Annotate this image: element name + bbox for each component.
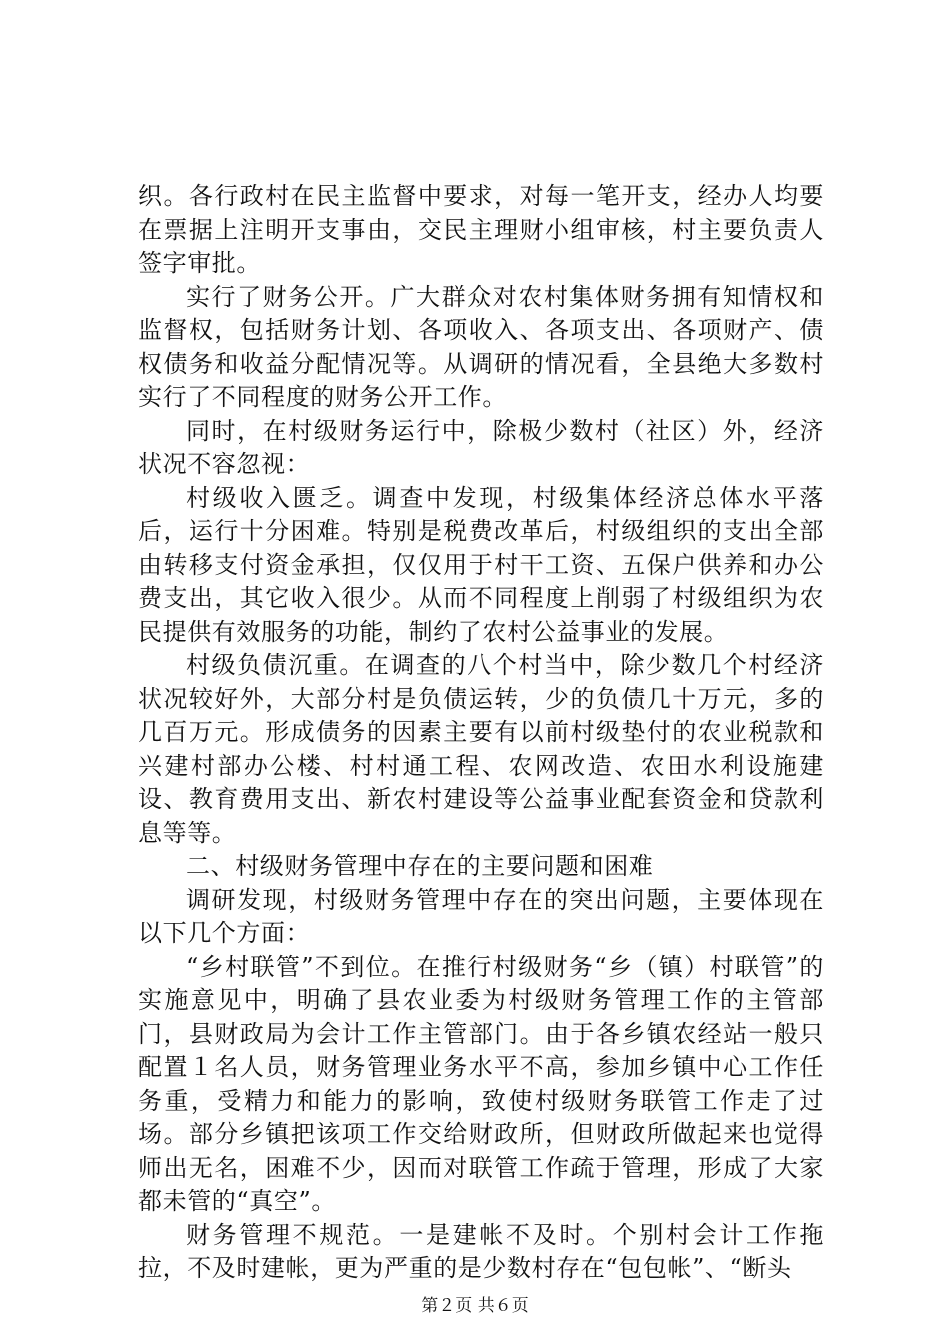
paragraph-continuation: 织。各行政村在民主监督中要求，对每一笔开支，经办人均要在票据上注明开支事由，交民主理财小组审核，村主要负责人签字审批。 xyxy=(138,182,824,277)
paragraph-financial-disclosure: 实行了财务公开。广大群众对农村集体财务拥有知情权和监督权，包括财务计划、各项收入、各项支出、各项财产、债权债务和收益分配情况等。从调研的情况看，全县绝大多数村实行了不同程度的财务公开工作。 xyxy=(138,282,824,411)
paragraph-research-findings: 调研发现，村级财务管理中存在的突出问题，主要体现在以下几个方面： xyxy=(138,885,824,947)
paragraph-heavy-debt: 村级负债沉重。在调查的八个村当中，除少数几个村经济状况较好外，大部分村是负债运转，少的负债几十万元，多的几百万元。形成债务的因素主要有以前村级垫付的农业税款和兴建村部办公楼、村村通工程、农网改造、农田水利设施建设、教育费用支出、新农村建设等公益事业配套资金和贷款利息等等。 xyxy=(138,651,824,847)
paragraph-irregular-management: 财务管理不规范。一是建帐不及时。个别村会计工作拖拉，不及时建帐，更为严重的是少数村存在“包包帐”、“断头 xyxy=(138,1220,824,1282)
page-number-footer: 第２页 共６页 xyxy=(421,1296,529,1316)
section-heading: 二、村级财务管理中存在的主要问题和困难 xyxy=(186,852,654,880)
paragraph-economic-situation: 同时，在村级财务运行中，除极少数村（社区）外，经济状况不容忽视： xyxy=(138,416,824,478)
document-body xyxy=(138,180,824,1286)
paragraph-joint-management: “乡村联管”不到位。在推行村级财务“乡（镇）村联管”的实施意见中，明确了县农业委为村级财务管理工作的主管部门，县财政局为会计工作主管部门。由于各乡镇农经站一般只配置１名人员，财务管理业务水平不高，参加乡镇中心工作任务重，受精力和能力的影响，致使村级财务联管工作走了过场。部分乡镇把该项工作交给财政所，但财政所做起来也觉得师出无名，困难不少，因而对联管工作疏于管理，形成了大家都未管的“真空”。 xyxy=(138,952,824,1215)
paragraph-income-shortage: 村级收入匮乏。调查中发现，村级集体经济总体水平落后，运行十分困难。特别是税费改革后，村级组织的支出全部由转移支付资金承担，仅仅用于村干工资、五保户供养和办公费支出，其它收入很少。从而不同程度上削弱了村级组织为农民提供有效服务的功能，制约了农村公益事业的发展。 xyxy=(138,483,824,646)
